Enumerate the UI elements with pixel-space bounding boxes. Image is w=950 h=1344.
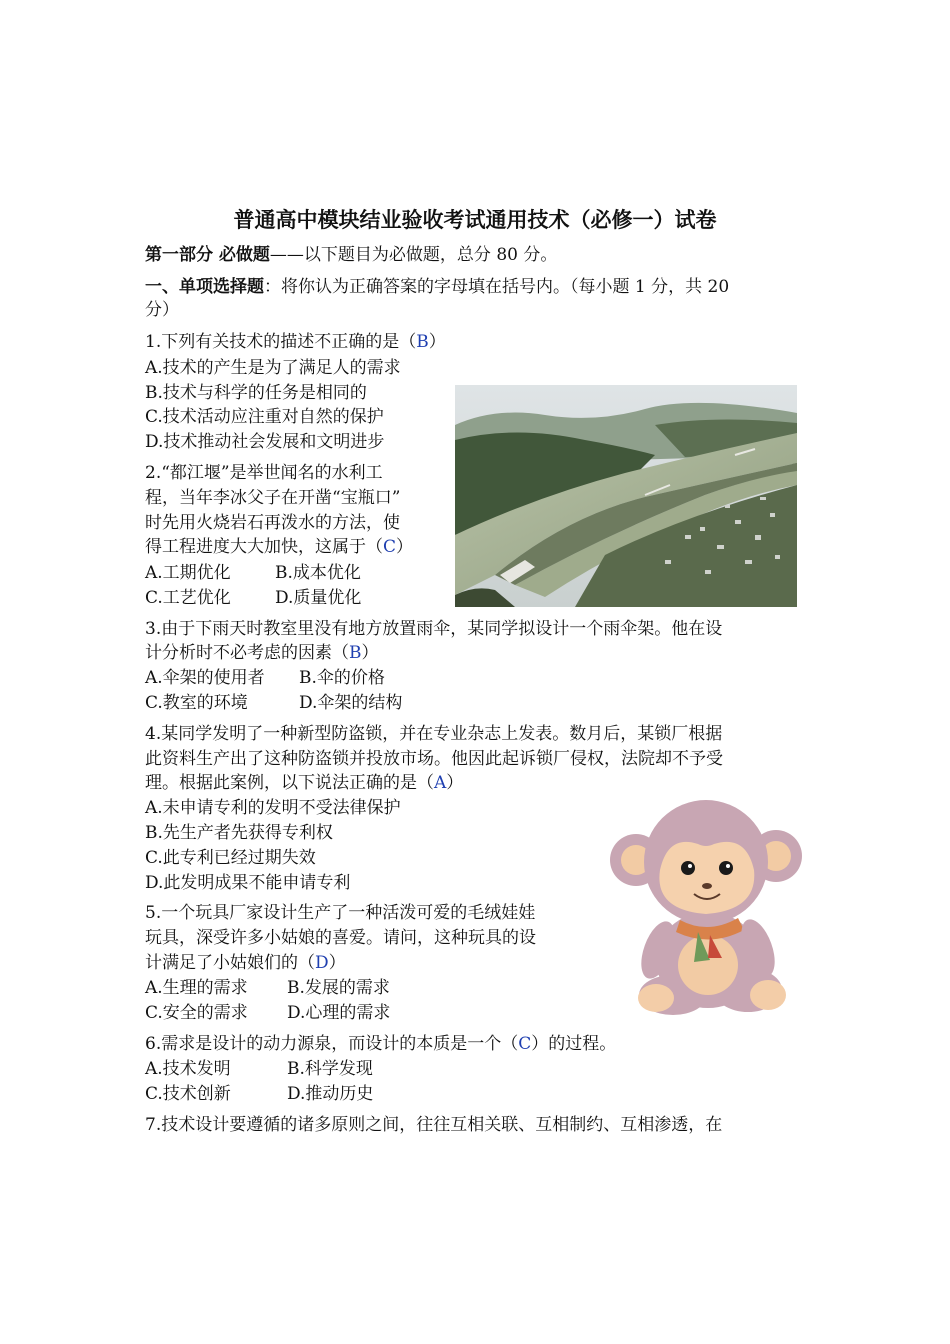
q4-stem-line2: 此资料生产出了这种防盗锁并投放市场。他因此起诉锁厂侵权，法院却不予受 [145,749,723,769]
q2-stem-line4 [145,536,413,558]
q2-option-a: A.工期优化 [145,563,231,583]
q5-option-a: A.生理的需求 [145,978,248,998]
section1-desc-line2: 分） [145,300,179,320]
q3-close: ） [361,643,379,663]
q3-options-row1 [145,667,385,689]
q7-stem-line1: 7.技术设计要遵循的诸多原则之间，往往互相关联、互相制约、互相渗透，在 [145,1115,723,1135]
q5-stem-line2: 玩具，深受许多小姑娘的喜爱。请问，这种玩具的设 [145,928,536,948]
dujiangyan-photo [455,385,797,607]
q6-stem-text: 6.需求是设计的动力源泉，而设计的本质是一个（ [145,1034,519,1054]
q6-stem-post: ）的过程。 [531,1034,617,1054]
q3-option-a: A.伞架的使用者 [145,668,265,688]
q4-option-c: C.此专利已经过期失效 [145,848,316,868]
q1-option-a: A.技术的产生是为了满足人的需求 [145,358,401,378]
q6-option-d: D.推动历史 [287,1084,374,1104]
q6-answer: C [518,1034,532,1054]
q2-stem-line2: 程，当年李冰父子在开凿“宝瓶口” [145,488,401,508]
q6-stem [145,1033,616,1055]
q5-options-row1 [145,977,390,999]
q2-stem-line1: 2.“都江堰”是举世闻名的水利工 [145,463,383,483]
q4-stem-line1: 4.某同学发明了一种新型防盗锁，并在专业杂志上发表。数月后，某锁厂根据 [145,724,723,744]
q4-option-b: B.先生产者先获得专利权 [145,823,333,843]
q4-stem-text: 理。根据此案例，以下说法正确的是（ [145,773,434,793]
q2-option-b: B.成本优化 [275,563,361,583]
q6-option-c: C.技术创新 [145,1084,231,1104]
q1-answer: B [416,332,429,352]
q5-stem-line1: 5.一个玩具厂家设计生产了一种活泼可爱的毛绒娃娃 [145,903,536,923]
q2-answer: C [383,537,397,557]
q4-option-a: A.未申请专利的发明不受法律保护 [145,798,401,818]
q2-option-d: D.质量优化 [275,588,362,608]
q3-answer: B [349,643,362,663]
page-title: 普通高中模块结业验收考试通用技术（必修一）试卷 [233,207,717,232]
part1-desc: ——以下题目为必做题，总分 80 分。 [269,245,558,265]
q3-stem-line1: 3.由于下雨天时教室里没有地方放置雨伞，某同学拟设计一个雨伞架。他在设 [145,619,723,639]
q4-close: ） [446,773,464,793]
q2-options-row1 [145,562,361,584]
part1-heading [145,244,557,266]
q5-option-b: B.发展的需求 [287,978,390,998]
q5-option-c: C.安全的需求 [145,1003,248,1023]
q2-close: ） [396,537,414,557]
section1-desc-line1: ：将你认为正确答案的字母填在括号内。（每小题 1 分，共 20 [264,277,730,297]
monkey-plush-photo [598,790,806,1022]
q3-option-b: B.伞的价格 [299,668,385,688]
q3-stem-line2 [145,642,379,664]
q4-stem-line3 [145,772,463,794]
q3-option-c: C.教室的环境 [145,693,248,713]
q1-option-d: D.技术推动社会发展和文明进步 [145,432,385,452]
q3-stem-text: 计分析时不必考虑的因素（ [145,643,349,663]
q1-option-c: C.技术活动应注重对自然的保护 [145,407,384,427]
dujiangyan-photo-svg [455,385,797,607]
q3-option-d: D.伞架的结构 [299,693,403,713]
q1-option-b: B.技术与科学的任务是相同的 [145,383,367,403]
q6-options-row2 [145,1083,373,1105]
q2-stem-text: 得工程进度大大加快，这属于（ [145,537,383,557]
q5-stem-line3 [145,952,346,974]
q2-option-c: C.工艺优化 [145,588,231,608]
q5-option-d: D.心理的需求 [287,1003,391,1023]
q1-stem [145,331,446,353]
part1-label: 第一部分 必做题 [145,245,270,265]
section1-heading [145,276,729,298]
q5-options-row2 [145,1002,390,1024]
q5-stem-text: 计满足了小姑娘们的（ [145,953,315,973]
q2-options-row2 [145,587,361,609]
q6-options-row1 [145,1058,373,1080]
q4-option-d: D.此发明成果不能申请专利 [145,873,351,893]
q3-options-row2 [145,692,402,714]
q1-stem-text: 1.下列有关技术的描述不正确的是（ [145,332,417,352]
monkey-plush-svg [598,790,806,1022]
q5-answer: D [315,953,329,973]
q2-stem-line3: 时先用火烧岩石再泼水的方法，使 [145,513,400,533]
q1-close: ） [428,332,446,352]
q4-answer: A [434,773,447,793]
q5-close: ） [328,953,346,973]
section1-label: 一、单项选择题 [145,277,264,297]
q6-option-a: A.技术发明 [145,1059,231,1079]
q6-option-b: B.科学发现 [287,1059,373,1079]
